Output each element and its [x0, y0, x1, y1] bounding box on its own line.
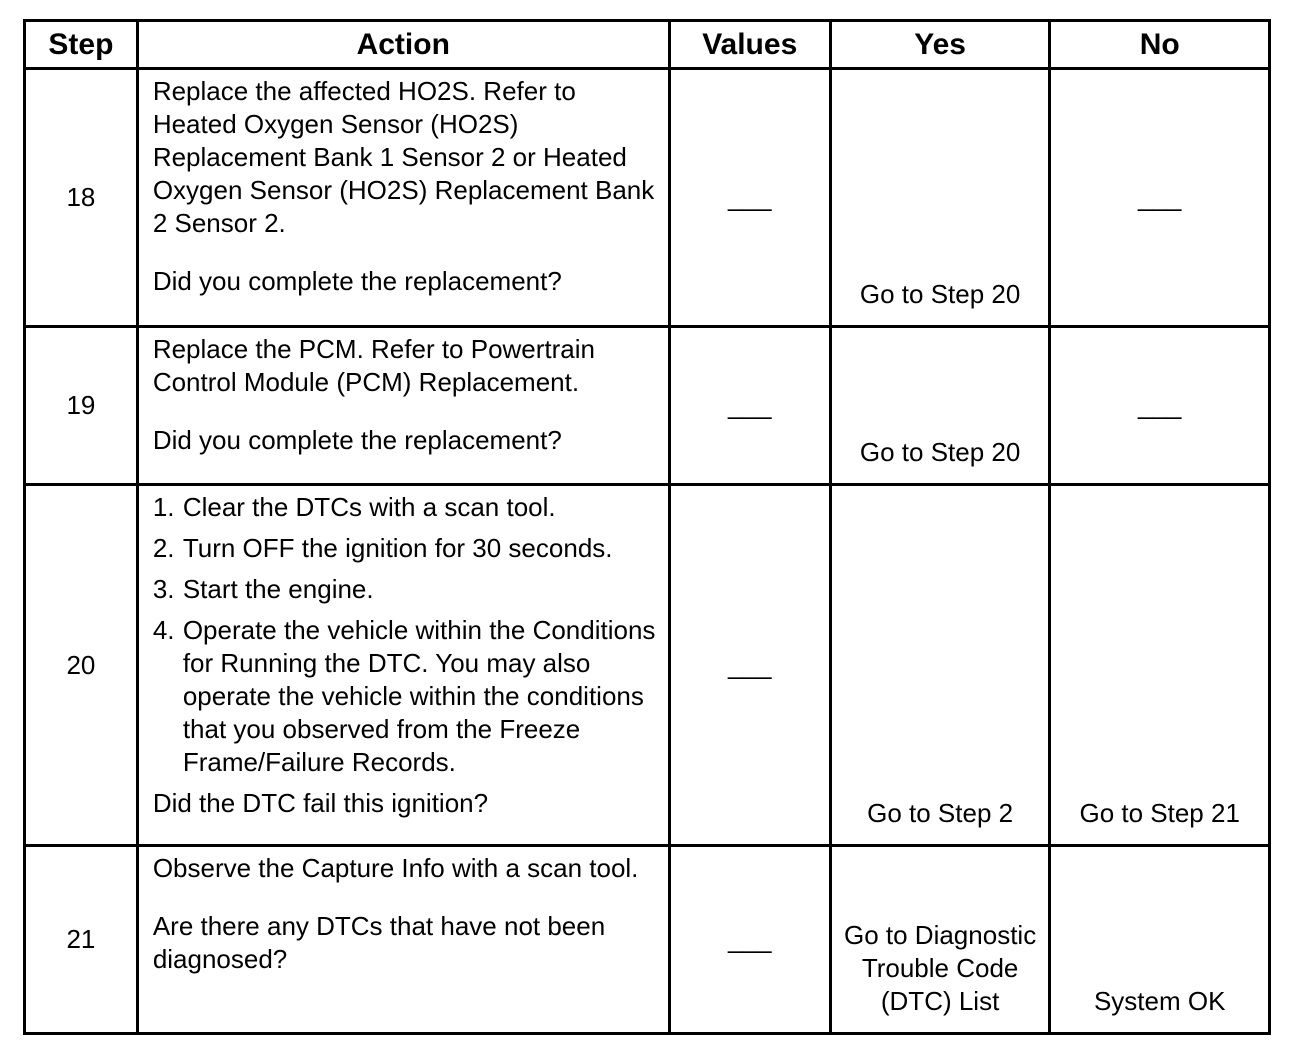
step-number: 18: [25, 69, 138, 327]
values-cell: ___: [669, 485, 830, 846]
list-item-number: 1.: [152, 492, 175, 522]
action-text: Replace the PCM. Refer to Powertrain Control Module (PCM) Replacement.: [152, 334, 596, 397]
no-cell: ___: [1050, 327, 1270, 485]
yes-cell: Go to Step 20: [830, 327, 1050, 485]
action-steps-list: [153, 491, 660, 779]
header-values: Values: [669, 21, 830, 69]
action-question: Did you complete the replacement?: [152, 425, 562, 455]
no-cell: System OK: [1050, 846, 1270, 1034]
list-item-text: Turn OFF the ignition for 30 seconds.: [182, 533, 613, 563]
no-cell: ___: [1050, 69, 1270, 327]
values-cell: ___: [669, 327, 830, 485]
list-item-text: Operate the vehicle within the Conditions for Running the DTC. You may also operate the vehicle within the conditions that you observed from the Freeze Frame/Failure Records.: [182, 615, 656, 777]
action-cell: [137, 69, 669, 327]
list-item-number: 4.: [152, 615, 175, 645]
table-row: [25, 846, 1270, 1034]
header-no: No: [1050, 21, 1270, 69]
table-row: [25, 485, 1270, 846]
list-item: [153, 532, 660, 565]
list-item-text: Clear the DTCs with a scan tool.: [182, 492, 556, 522]
table-row: [25, 69, 1270, 327]
header-row: [25, 21, 1270, 69]
header-step: Step: [25, 21, 138, 69]
list-item: [153, 573, 660, 606]
table-row: [25, 327, 1270, 485]
list-item: [153, 491, 660, 524]
action-question: Did you complete the replacement?: [152, 266, 562, 296]
header-yes: Yes: [830, 21, 1050, 69]
diagnostic-table: [23, 19, 1271, 1035]
list-item-number: 2.: [152, 533, 175, 563]
action-cell: [137, 846, 669, 1034]
action-cell: [137, 327, 669, 485]
action-question: Are there any DTCs that have not been diagnosed?: [152, 911, 606, 974]
yes-cell: Go to Step 20: [830, 69, 1050, 327]
list-item-text: Start the engine.: [182, 574, 374, 604]
no-cell: Go to Step 21: [1050, 485, 1270, 846]
step-number: 19: [25, 327, 138, 485]
step-number: 20: [25, 485, 138, 846]
yes-cell: Go to Step 2: [830, 485, 1050, 846]
values-cell: ___: [669, 846, 830, 1034]
list-item-number: 3.: [152, 574, 175, 604]
yes-cell: Go to Diagnostic Trouble Code (DTC) List: [830, 846, 1050, 1034]
action-cell: [137, 485, 669, 846]
action-text: Replace the affected HO2S. Refer to Heated Oxygen Sensor (HO2S) Replacement Bank 1 Sensor 2 or Heated Oxygen Sensor (HO2S) Replacement Bank 2 Sensor 2.: [152, 76, 655, 238]
step-number: 21: [25, 846, 138, 1034]
action-text: Observe the Capture Info with a scan tool.: [152, 853, 639, 883]
values-cell: ___: [669, 69, 830, 327]
header-action: Action: [137, 21, 669, 69]
list-item: [153, 614, 660, 779]
action-question: Did the DTC fail this ignition?: [152, 788, 489, 818]
